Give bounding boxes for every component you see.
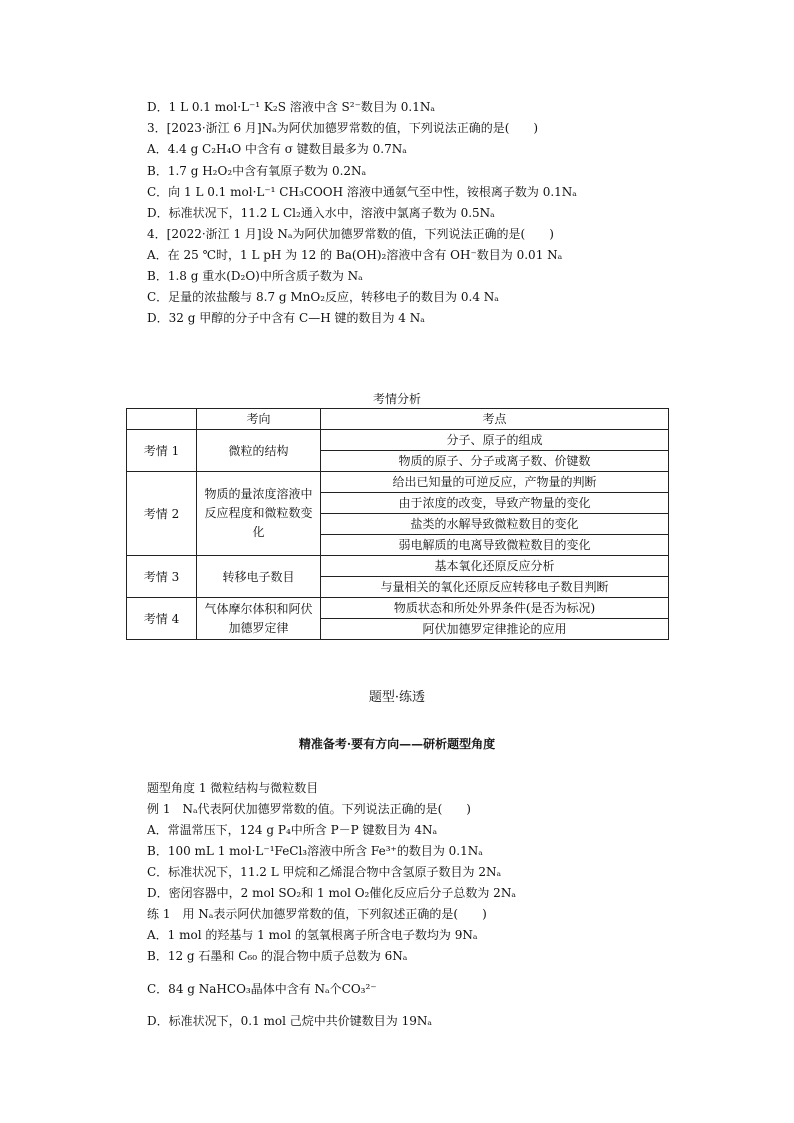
question-line: C．标准状况下，11.2 L 甲烷和乙烯混合物中含氢原子数目为 2Nₐ — [147, 865, 502, 879]
row-point: 基本氧化还原反应分析 — [321, 556, 669, 577]
table-row — [127, 556, 669, 577]
row-point: 盐类的水解导致微粒数目的变化 — [321, 514, 669, 535]
table-row — [127, 430, 669, 451]
question-line: 4．[2022·浙江 1 月]设 Nₐ为阿伏加德罗常数的值，下列说法正确的是( ) — [147, 227, 554, 241]
row-direction: 微粒的结构 — [197, 430, 321, 472]
row-point: 物质状态和所处外界条件(是否为标况) — [321, 598, 669, 619]
question-line: B．1.7 g H₂O₂中含有氧原子数为 0.2Nₐ — [147, 164, 367, 178]
table-header-row — [127, 409, 669, 430]
question-line: D．1 L 0.1 mol·L⁻¹ K₂S 溶液中含 S²⁻数目为 0.1Nₐ — [147, 100, 435, 114]
question-line: D．标准状况下，0.1 mol 己烷中共价键数目为 19Nₐ — [147, 1014, 432, 1028]
section-title: 题型·练透 — [368, 690, 426, 705]
question-line: 3．[2023·浙江 6 月]Nₐ为阿伏加德罗常数的值，下列说法正确的是( ) — [147, 121, 539, 135]
analysis-table — [126, 408, 669, 640]
row-direction: 气体摩尔体积和阿伏加德罗定律 — [197, 598, 321, 640]
row-direction: 转移电子数目 — [197, 556, 321, 598]
question-line: D．密闭容器中，2 mol SO₂和 1 mol O₂催化反应后分子总数为 2Nₐ — [147, 886, 516, 900]
row-point: 阿伏加德罗定律推论的应用 — [321, 619, 669, 640]
row-point: 分子、原子的组成 — [321, 430, 669, 451]
question-line: B．1.8 g 重水(D₂O)中所含质子数为 Nₐ — [147, 269, 363, 283]
row-label: 考情 2 — [127, 472, 197, 556]
question-line: C．84 g NaHCO₃晶体中含有 Nₐ个CO₃²⁻ — [147, 982, 377, 996]
header-point: 考点 — [321, 409, 669, 430]
row-label: 考情 1 — [127, 430, 197, 472]
question-line: A．1 mol 的羟基与 1 mol 的氢氧根离子所含电子数均为 9Nₐ — [147, 928, 478, 942]
row-point: 由于浓度的改变，导致产物量的变化 — [321, 493, 669, 514]
question-line: 练 1 用 Nₐ表示阿伏加德罗常数的值，下列叙述正确的是( ) — [147, 907, 487, 921]
question-line: D．标准状况下，11.2 L Cl₂通入水中，溶液中氯离子数为 0.5Nₐ — [147, 206, 495, 220]
question-line: A．在 25 ℃时，1 L pH 为 12 的 Ba(OH)₂溶液中含有 OH⁻数目为 0.01 Nₐ — [147, 248, 563, 262]
row-label: 考情 3 — [127, 556, 197, 598]
question-line: D．32 g 甲醇的分子中含有 C—H 键的数目为 4 Nₐ — [147, 311, 425, 325]
question-line: A．4.4 g C₂H₄O 中含有 σ 键数目最多为 0.7Nₐ — [147, 142, 407, 156]
table-title: 考情分析 — [372, 392, 421, 406]
row-label: 考情 4 — [127, 598, 197, 640]
row-point: 与量相关的氧化还原反应转移电子数目判断 — [321, 577, 669, 598]
subsection-title: 精准备考·要有方向——研析题型角度 — [298, 737, 496, 751]
question-line: 题型角度 1 微粒结构与微粒数目 — [147, 781, 319, 795]
question-line: C．向 1 L 0.1 mol·L⁻¹ CH₃COOH 溶液中通氨气至中性，铵根离子数为 0.1Nₐ — [147, 185, 577, 199]
question-line: A．常温常压下，124 g P₄中所含 P－P 键数目为 4Nₐ — [147, 823, 438, 837]
row-point: 物质的原子、分子或离子数、价键数 — [321, 451, 669, 472]
table-row — [127, 598, 669, 619]
question-line: B．12 g 石墨和 C₆₀ 的混合物中质子总数为 6Nₐ — [147, 949, 408, 963]
row-point: 弱电解质的电离导致微粒数目的变化 — [321, 535, 669, 556]
question-line: 例 1 Nₐ代表阿伏加德罗常数的值。下列说法正确的是( ) — [147, 802, 471, 816]
table-row — [127, 472, 669, 493]
row-point: 给出已知量的可逆反应，产物量的判断 — [321, 472, 669, 493]
question-line: B．100 mL 1 mol·L⁻¹FeCl₃溶液中所含 Fe³⁺的数目为 0.1Nₐ — [147, 844, 483, 858]
row-direction: 物质的量浓度溶液中反应程度和微粒数变化 — [197, 472, 321, 556]
question-line: C．足量的浓盐酸与 8.7 g MnO₂反应，转移电子的数目为 0.4 Nₐ — [147, 290, 499, 304]
header-blank — [127, 409, 197, 430]
header-direction: 考向 — [197, 409, 321, 430]
